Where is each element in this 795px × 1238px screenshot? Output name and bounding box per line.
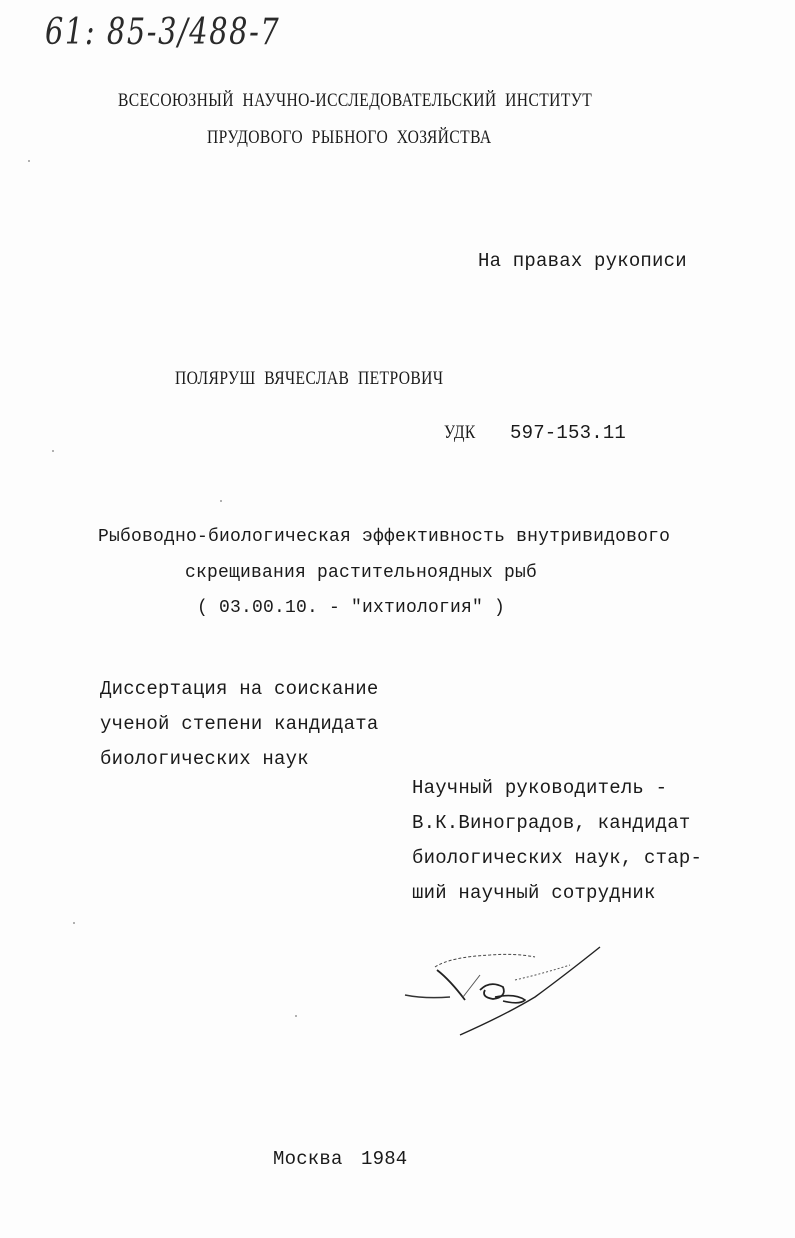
handwritten-catalog-code: 61: 85-3/488-7 (45, 12, 281, 53)
supervisor-line2: В.К.Виноградов, кандидат (412, 812, 691, 834)
author-name: ПОЛЯРУШ ВЯЧЕСЛАВ ПЕТРОВИЧ (175, 368, 444, 389)
thesis-title-line2: скрещивания растительноядных рыб (185, 563, 538, 583)
institute-name-line2: ПРУДОВОГО РЫБНОГО ХОЗЯЙСТВА (207, 127, 492, 148)
udk-value: 597-153.11 (510, 422, 627, 444)
institute-name-line1: ВСЕСОЮЗНЫЙ НАУЧНО-ИССЛЕДОВАТЕЛЬСКИЙ ИНСТИТУТ (118, 90, 593, 111)
dissertation-line2: ученой степени кандидата (100, 713, 379, 735)
supervisor-line1: Научный руководитель - (412, 777, 668, 799)
footer-year: 1984 (361, 1148, 408, 1170)
supervisor-line4: ший научный сотрудник (412, 882, 656, 904)
scan-speck (52, 450, 54, 452)
thesis-specialty: ( 03.00.10. - "ихтиология" ) (197, 598, 506, 618)
dissertation-line3: биологических наук (100, 748, 309, 770)
supervisor-line3: биологических наук, стар- (412, 847, 703, 869)
dissertation-line1: Диссертация на соискание (100, 678, 379, 700)
scan-speck (73, 922, 75, 924)
scan-speck (295, 1015, 297, 1017)
footer-city: Москва (273, 1148, 343, 1170)
scan-speck (28, 160, 30, 162)
thesis-title-line1: Рыбоводно-биологическая эффективность внутривидового (98, 527, 671, 547)
signature-icon (395, 935, 615, 1045)
rights-note: На правах рукописи (478, 250, 687, 272)
scan-speck (220, 500, 222, 502)
udk-label: УДК (444, 422, 476, 443)
